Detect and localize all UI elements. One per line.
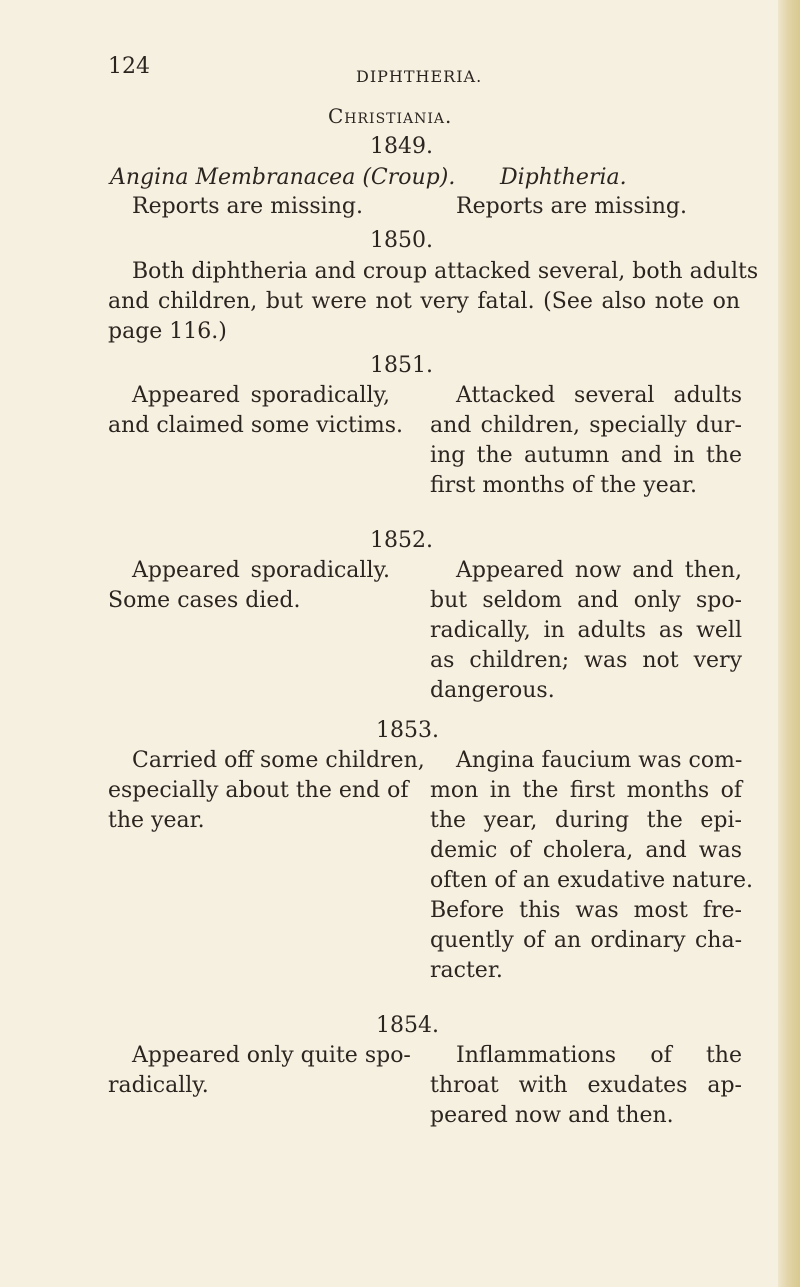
year-1854: 1854. — [376, 1013, 439, 1038]
left-text-line: the year. — [108, 808, 205, 833]
place-heading: Christiania. — [328, 104, 453, 128]
right-text-line: often of an exudative nature. — [430, 868, 754, 893]
right-text-line: as children; was not very — [430, 648, 742, 673]
right-text-line: and children, specially dur- — [430, 413, 742, 438]
right-text-line: quently of an ordinary cha- — [430, 928, 742, 953]
right-text-line: Before this was most fre- — [430, 898, 742, 923]
full-text-line: and children, but were not very fatal. (See also note on — [108, 289, 740, 314]
full-text-line: page 116.) — [108, 319, 227, 344]
full-text-line: Both diphtheria and croup attacked several, both adults — [132, 259, 759, 284]
right-text-line: peared now and then. — [430, 1103, 674, 1128]
page-number: 124 — [108, 54, 150, 79]
left-text-line: Appeared sporadically, — [132, 383, 390, 408]
right-text-line: racter. — [430, 958, 503, 983]
right-text-line: first months of the year. — [430, 473, 697, 498]
year-1849: 1849. — [370, 134, 433, 159]
year-1852: 1852. — [370, 528, 433, 553]
left-heading-croup: Angina Membranacea (Croup). — [110, 165, 456, 190]
right-text-line: the year, during the epi- — [430, 808, 742, 833]
right-text-line: demic of cholera, and was — [430, 838, 742, 863]
page-edge-shadow — [778, 0, 800, 1287]
year-1850: 1850. — [370, 228, 433, 253]
right-text-line: mon in the first months of — [430, 778, 742, 803]
left-text-line: Carried off some children, — [132, 748, 425, 773]
right-text-line: Appeared now and then, — [456, 558, 742, 583]
left-text-line: especially about the end of — [108, 778, 409, 803]
running-head: DIPHTHERIA. — [356, 67, 483, 86]
right-text-line: but seldom and only spo- — [430, 588, 742, 613]
left-text-line: Reports are missing. — [132, 194, 363, 219]
left-text-line: radically. — [108, 1073, 209, 1098]
right-text-line: radically, in adults as well — [430, 618, 742, 643]
right-text-line: throat with exudates ap- — [430, 1073, 742, 1098]
left-text-line: Some cases died. — [108, 588, 301, 613]
right-text-line: Inflammations of the — [456, 1043, 742, 1068]
left-text-line: Appeared only quite spo- — [132, 1043, 411, 1068]
right-heading-diphtheria: Diphtheria. — [500, 165, 627, 190]
right-text-line: dangerous. — [430, 678, 555, 703]
right-text-line: Reports are missing. — [456, 194, 687, 219]
year-1851: 1851. — [370, 353, 433, 378]
left-text-line: and claimed some victims. — [108, 413, 404, 438]
right-text-line: ing the autumn and in the — [430, 443, 742, 468]
right-text-line: Attacked several adults — [456, 383, 742, 408]
right-text-line: Angina faucium was com- — [456, 748, 743, 773]
left-text-line: Appeared sporadically. — [132, 558, 390, 583]
year-1853: 1853. — [376, 718, 439, 743]
